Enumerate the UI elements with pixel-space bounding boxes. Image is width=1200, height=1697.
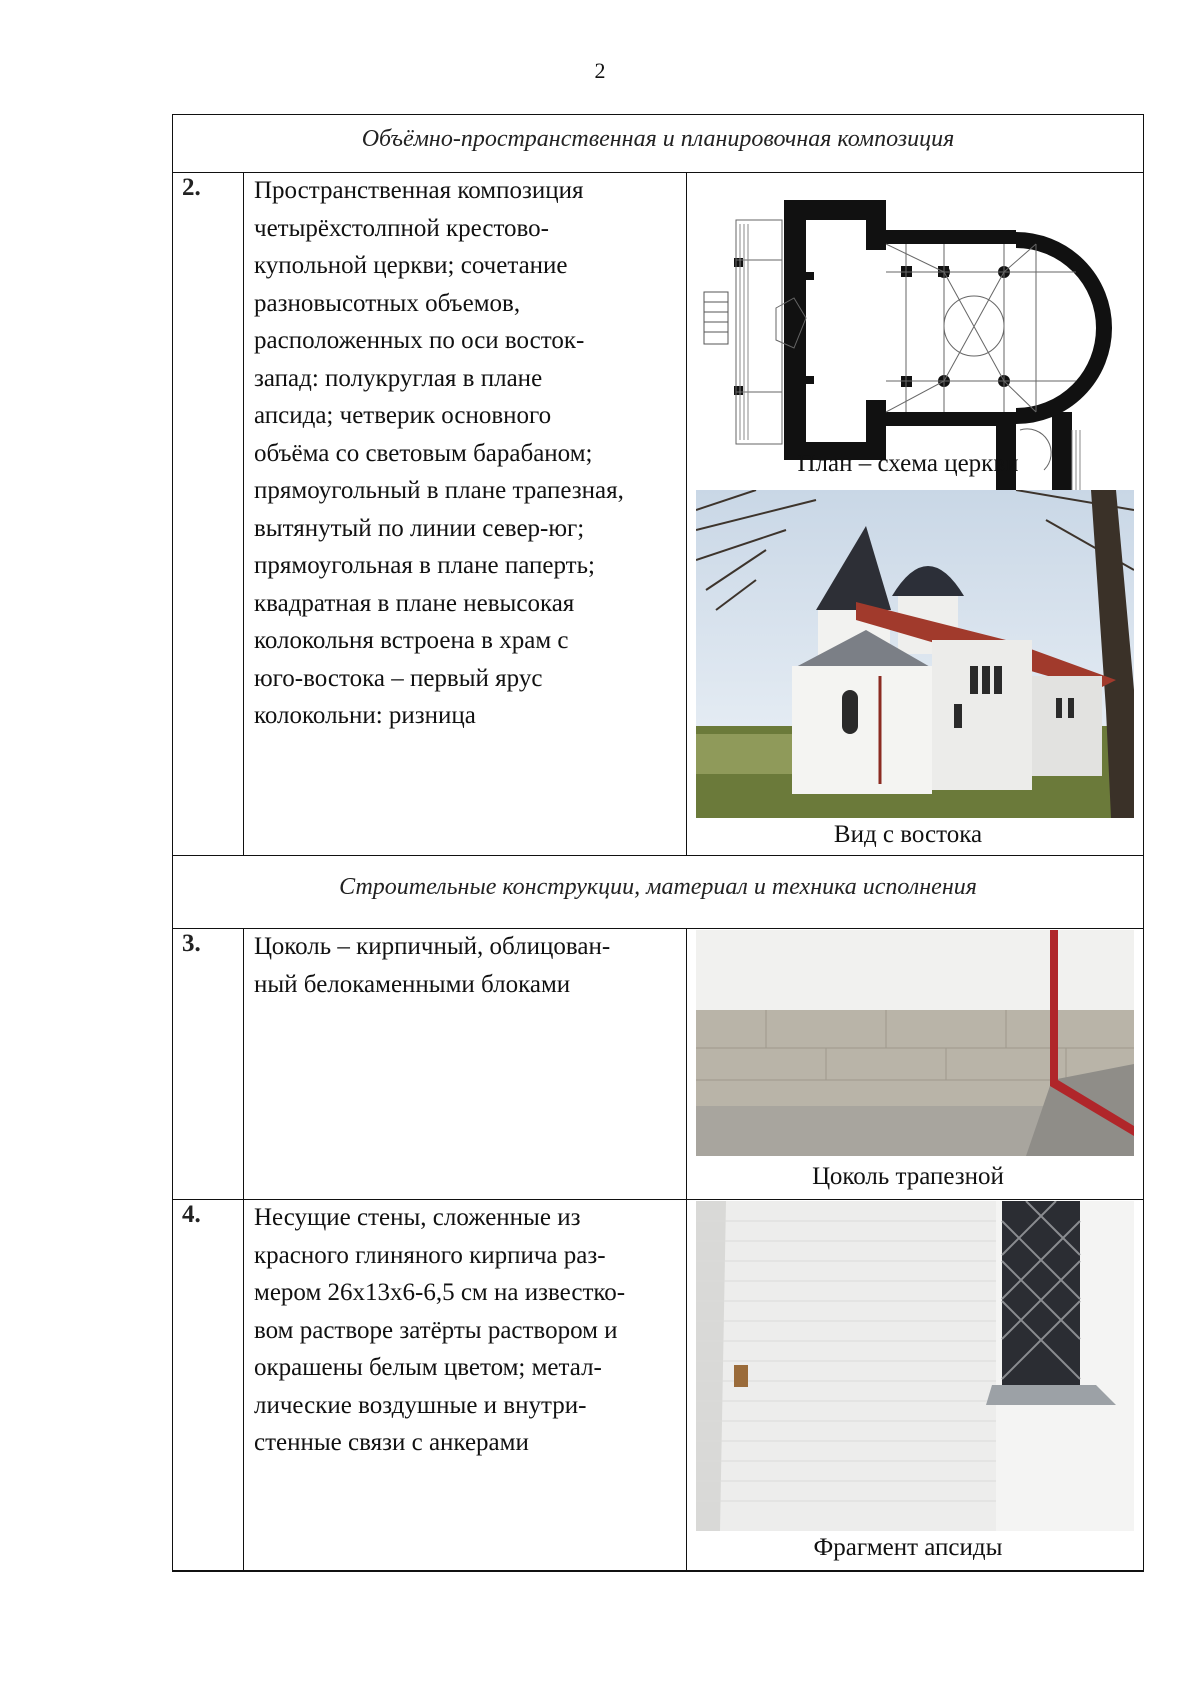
section-title: Объёмно-пространственная и планировочная композиция xyxy=(361,126,955,152)
row-description: Цоколь – кирпичный, облицован- ный белокаменными блоками xyxy=(254,933,611,998)
church-east-photo xyxy=(696,490,1134,818)
page-number: 2 xyxy=(594,58,606,83)
row-description: Пространственная композиция четырёхстолпной крестово- купольной церкви; сочетание разновысотных объемов, расположенных по оси восток- запад: полукруглая в плане апсида; четверик основного объёма со световым барабаном; прямоугольный в плане трапезная, вытянутый по линии север-юг; прямоугольная в плане паперть; квадратная в плане невысокая колокольня встроена в храм с юго-востока – первый ярус колокольни: ризница xyxy=(254,177,624,729)
row-description: Несущие стены, сложенные из красного глиняного кирпича раз- мером 26х13х6-6,5 см на известко- вом растворе затёрты раствором и окрашены белым цветом; метал- лические воздушные и внутри- стенные связи с анкерами xyxy=(254,1204,626,1456)
apse-fragment-photo xyxy=(696,1201,1134,1531)
row-number: 2. xyxy=(182,174,201,201)
figure-caption: Вид с востока xyxy=(833,821,983,848)
section-title: Строительные конструкции, материал и техника исполнения xyxy=(339,874,977,900)
plinth-photo xyxy=(696,930,1134,1156)
figure-caption: Цоколь трапезной xyxy=(812,1163,1004,1190)
figure-caption: Фрагмент апсиды xyxy=(813,1534,1003,1561)
figure-caption: План – схема церкви xyxy=(797,450,1019,477)
description-table xyxy=(172,114,1144,1572)
row-number: 4. xyxy=(182,1201,201,1228)
row-number: 3. xyxy=(182,930,201,957)
